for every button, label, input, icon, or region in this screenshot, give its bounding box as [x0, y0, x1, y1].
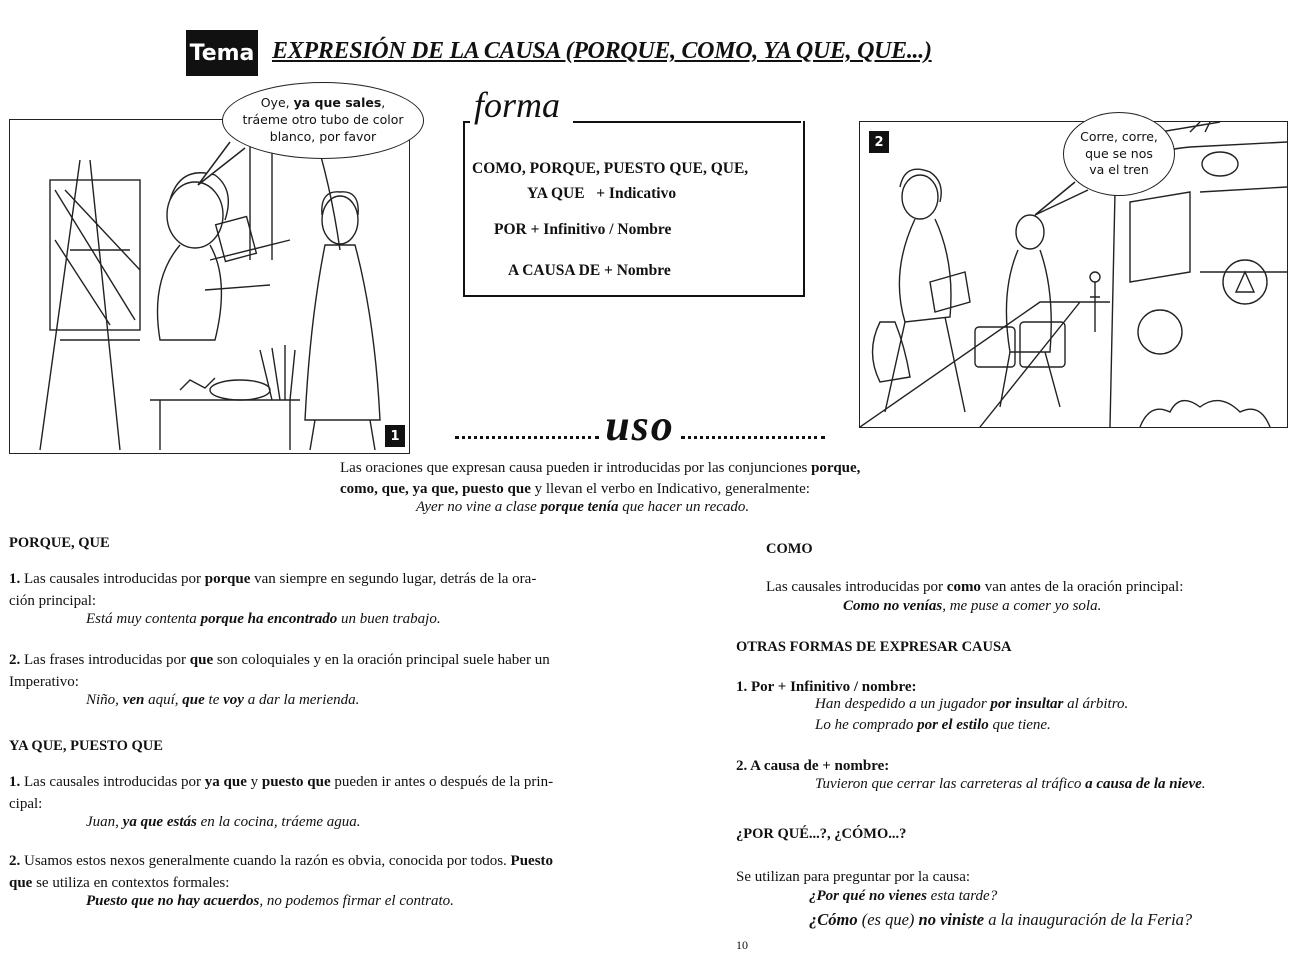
intro-line-1	[340, 458, 860, 480]
example-highlight: que	[182, 692, 205, 708]
heading-ya-que-puesto-que: YA QUE, PUESTO QUE	[9, 738, 163, 754]
rule-keyword: ya que	[204, 774, 247, 790]
uso-header	[455, 400, 825, 450]
example-text: al árbitro.	[1067, 696, 1129, 712]
example-highlight: a causa de la nieve	[1085, 776, 1202, 792]
rule-porque-1	[9, 569, 669, 613]
example-que-2	[86, 692, 359, 709]
speech-bubble-1	[222, 82, 424, 159]
forma-label: forma	[470, 84, 568, 126]
intro-keyword: porque,	[811, 460, 861, 476]
rule-number: 1.	[9, 571, 21, 587]
rule-number: 2.	[9, 853, 21, 869]
example-text: a dar la merienda.	[247, 692, 360, 708]
example-por-2	[815, 717, 1051, 734]
rule-ya-que-1	[9, 772, 669, 816]
example-text: , me puse a comer yo sola.	[942, 598, 1102, 614]
example-text: a la inauguración de la Feria?	[988, 910, 1193, 929]
bubble-text: ,	[381, 95, 386, 111]
intro-text: Las oraciones que expresan causa pueden ir introducidas por las conjunciones	[340, 460, 808, 476]
forma-line-2	[527, 185, 676, 203]
example-highlight: no viniste	[918, 910, 985, 929]
rule-keyword: que	[9, 874, 33, 891]
rule-text: y	[250, 774, 259, 790]
rule-text: Usamos estos nexos generalmente cuando la razón es obvia, conocida por todos.	[24, 853, 507, 869]
example-text: Está muy contenta	[86, 611, 197, 627]
bubble-text: va el tren	[1089, 162, 1149, 178]
question-example-2	[809, 910, 1192, 930]
panel-number-1: 1	[385, 425, 405, 447]
rule-text: ción principal:	[9, 592, 97, 609]
example-text: Tuvieron que cerrar las carreteras al tráfico	[815, 776, 1082, 792]
example-text: te	[208, 692, 220, 708]
tema-badge: Tema	[186, 30, 258, 76]
uso-label: uso	[605, 400, 675, 450]
rule-keyword: puesto que	[261, 774, 331, 790]
example-a-causa	[815, 776, 1206, 793]
example-highlight: ¿Por qué no vienes	[809, 888, 927, 904]
rule-que-2	[9, 650, 669, 694]
dotted-rule-right	[681, 436, 825, 439]
intro-keywords: como, que, ya que, puesto que	[340, 481, 531, 497]
example-highlight: porque ha encontrado	[200, 611, 338, 627]
rule-como	[766, 577, 1183, 599]
rule-text: cipal:	[9, 795, 43, 812]
rule-text: Las causales introducidas por	[24, 571, 202, 587]
example-highlight: ¿Cómo	[809, 910, 858, 929]
bubble-text-bold: ya que sales	[293, 95, 382, 111]
heading-preguntas: ¿POR QUÉ...?, ¿CÓMO...?	[736, 826, 907, 842]
rule-puesto-que-2	[9, 851, 689, 895]
rule-text: son coloquiales y en la oración principal suele haber un	[216, 652, 550, 668]
example-puesto-que-2	[86, 893, 454, 910]
rule-text: Las causales introducidas por	[24, 774, 202, 790]
heading-otras-formas: OTRAS FORMAS DE EXPRESAR CAUSA	[736, 639, 1012, 655]
rule-text: pueden ir antes o después de la prin-	[334, 774, 554, 790]
bubble-text: Corre, corre,	[1080, 128, 1158, 144]
example-ya-que-1	[86, 814, 361, 831]
example-text: aquí,	[148, 692, 179, 708]
rule-keyword: como	[946, 579, 981, 595]
example-highlight: Como no venías	[843, 598, 943, 614]
forma-por-label: 1. Por + Infinitivo / nombre:	[736, 679, 917, 695]
panel-number-2: 2	[869, 131, 889, 153]
bubble-text: tráeme otro tubo de color	[242, 112, 404, 128]
example-highlight: porque tenía	[540, 499, 619, 515]
rule-text: se utiliza en contextos formales:	[36, 874, 230, 891]
dotted-rule-left	[455, 436, 599, 439]
rule-keyword: Puesto	[510, 853, 554, 869]
example-como	[843, 598, 1101, 615]
preguntas-intro: Se utilizan para preguntar por la causa:	[736, 869, 971, 885]
forma-line-4: A CAUSA DE + Nombre	[508, 262, 671, 279]
rule-number: 1.	[9, 774, 21, 790]
page-title: EXPRESIÓN DE LA CAUSA (PORQUE, COMO, YA QUE, QUE...)	[272, 38, 932, 64]
example-porque-1	[86, 611, 441, 628]
rule-keyword: porque	[204, 571, 251, 587]
question-example-1	[809, 888, 997, 905]
example-highlight: ya que estás	[122, 814, 197, 830]
example-highlight: voy	[223, 692, 244, 708]
example-highlight: por el estilo	[917, 717, 989, 733]
example-text: que hacer un recado.	[622, 499, 750, 515]
rule-text: Las causales introducidas por	[766, 579, 944, 595]
example-text: Ayer no vine a clase	[416, 499, 537, 515]
heading-como: COMO	[766, 541, 813, 557]
rule-text: Las frases introducidas por	[24, 652, 187, 668]
rule-text: van antes de la oración principal:	[984, 579, 1184, 595]
example-text: esta tarde?	[930, 888, 998, 904]
example-text: un buen trabajo.	[341, 611, 441, 627]
rule-text: Imperativo:	[9, 673, 79, 690]
bubble-text: blanco, por favor	[269, 128, 377, 144]
example-text: (es que)	[861, 910, 915, 929]
example-por-1	[815, 696, 1128, 713]
heading-porque-que: PORQUE, QUE	[9, 535, 110, 551]
example-text: Niño,	[86, 692, 119, 708]
example-text: que tiene.	[992, 717, 1051, 733]
example-text: Han despedido a un jugador	[815, 696, 987, 712]
bubble-tail-1	[190, 140, 250, 190]
forma-line-2a: YA QUE	[527, 185, 585, 202]
page-number: 10	[736, 938, 748, 952]
example-text: Juan,	[86, 814, 119, 830]
forma-line-2b: + Indicativo	[596, 185, 677, 202]
rule-keyword: que	[189, 652, 214, 668]
forma-line-1: COMO, PORQUE, PUESTO QUE, QUE,	[472, 160, 749, 177]
rule-number: 2.	[9, 652, 21, 668]
intro-text: y llevan el verbo en Indicativo, generalmente:	[534, 481, 810, 497]
forma-line-3: POR + Infinitivo / Nombre	[494, 221, 672, 238]
rule-text: van siempre en segundo lugar, detrás de la ora-	[254, 571, 537, 587]
bubble-text: que se nos	[1085, 145, 1153, 161]
example-highlight: Puesto que no hay acuerdos	[86, 893, 260, 909]
example-text: , no podemos firmar el contrato.	[259, 893, 454, 909]
example-highlight: por insultar	[990, 696, 1064, 712]
example-highlight: ven	[122, 692, 145, 708]
example-text: Lo he comprado	[815, 717, 914, 733]
bubble-text: Oye,	[260, 95, 290, 111]
forma-a-causa-label: 2. A causa de + nombre:	[736, 758, 890, 774]
intro-example	[416, 499, 749, 516]
intro-line-2	[340, 479, 810, 501]
bubble-tail-2	[1030, 180, 1090, 220]
example-text: .	[1201, 776, 1206, 792]
example-text: en la cocina, tráeme agua.	[200, 814, 361, 830]
